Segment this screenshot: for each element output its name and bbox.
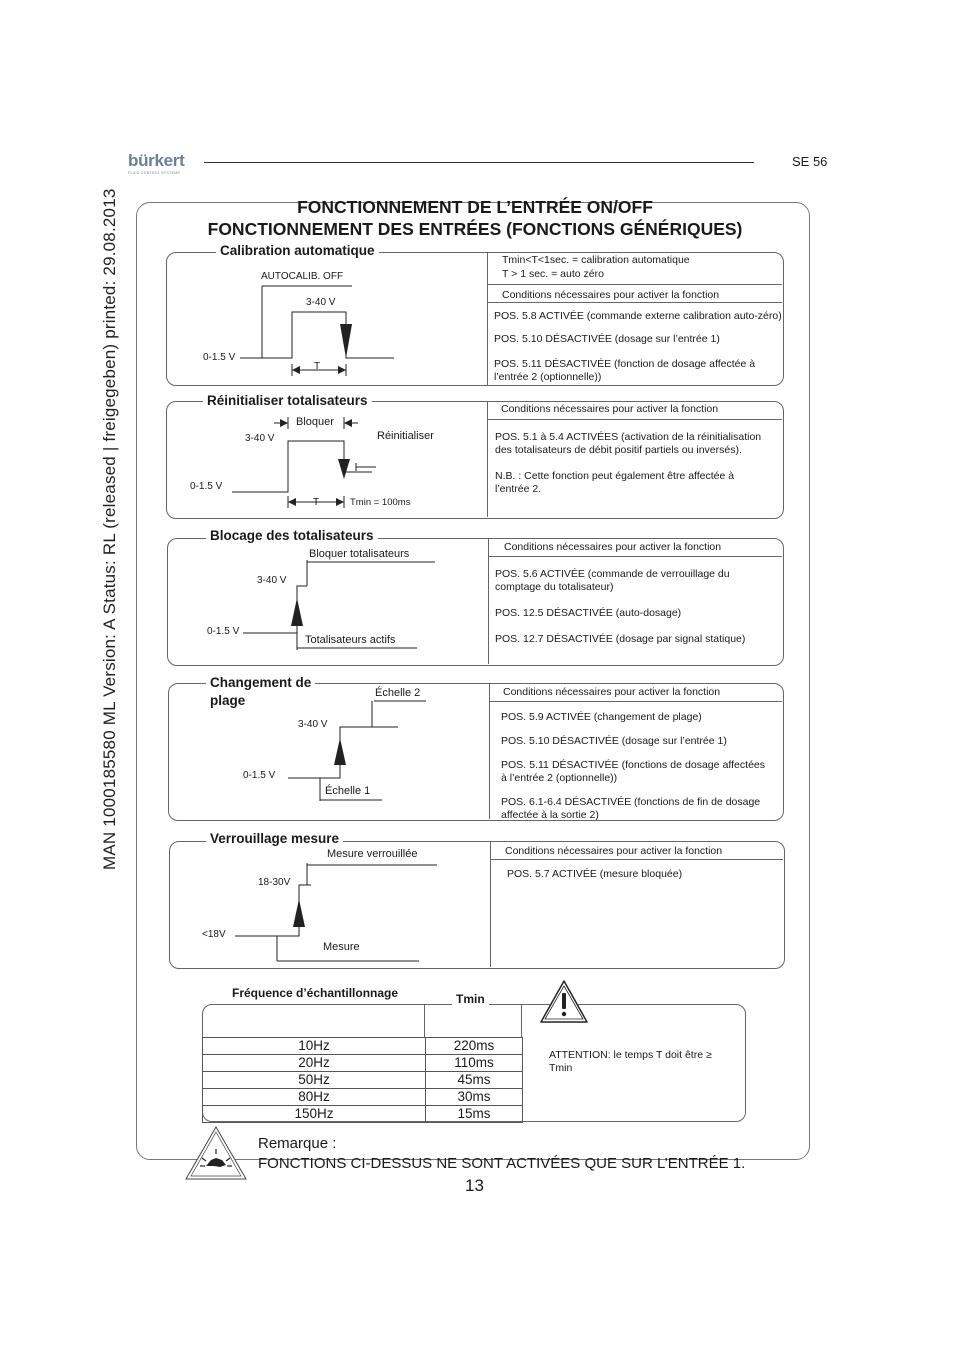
measure-lock-condition-1: POS. 5.7 ACTIVÉE (mesure bloquée) <box>507 868 683 880</box>
range-low-level: 0-1.5 V <box>243 770 276 781</box>
remark-label: Remarque : <box>258 1135 337 1152</box>
tmin-cell: 30ms <box>426 1089 523 1106</box>
measure-low-level: <18V <box>202 929 226 940</box>
reset-condition-1: POS. 5.1 à 5.4 ACTIVÉES (activation de la réinitialisation des totalisateurs de débit positif partiels ou inversés). <box>495 431 762 456</box>
table-row <box>203 1072 523 1089</box>
page-number: 13 <box>465 1176 484 1195</box>
conditions-separator <box>488 556 782 557</box>
range-change-title-line2: plage <box>210 693 246 708</box>
logo-wordmark: bürkert <box>128 151 185 170</box>
logo-tagline: FLUID CONTROL SYSTEMS <box>128 171 181 175</box>
table-row <box>203 1055 523 1072</box>
conditions-separator <box>489 701 782 702</box>
tmin-cell: 15ms <box>426 1106 523 1123</box>
document-status-stamp: MAN 1000185580 ML Version: A Status: RL (released | freigegeben) printed: 29.08.2013 <box>100 188 119 870</box>
calibration-condition-3: POS. 5.11 DÉSACTIVÉE (fonction de dosage affectée à l’entrée 2 (optionnelle)) <box>494 358 756 383</box>
range-condition-3: POS. 5.11 DÉSACTIVÉE (fonctions de dosage affectées à l’entrée 2 (optionnelle)) <box>501 759 765 784</box>
range-conditions-head: Conditions nécessaires pour activer la fonction <box>503 686 721 698</box>
reset-condition-2: N.B. : Cette fonction peut également être affectée à l’entrée 2. <box>495 470 735 495</box>
reset-title: Réinitialiser totalisateurs <box>203 393 372 408</box>
table-row <box>203 1089 523 1106</box>
block-label: Bloquer <box>296 416 334 428</box>
reset-conditions-head: Conditions nécessaires pour activer la fonction <box>501 403 719 415</box>
blocking-high-level: 3-40 V <box>257 575 287 586</box>
calibration-condition-2: POS. 5.10 DÉSACTIVÉE (dosage sur l’entrée 1) <box>494 333 720 345</box>
measure-lock-title: Verrouillage mesure <box>206 831 343 846</box>
calibration-title: Calibration automatique <box>216 243 379 258</box>
remark-text: FONCTIONS CI-DESSUS NE SONT ACTIVÉES QUE SUR L’ENTRÉE 1. <box>258 1155 746 1172</box>
measure-locked-label: Mesure verrouillée <box>327 848 418 860</box>
calibration-note-2: T > 1 sec. = auto zéro <box>502 268 604 280</box>
measure-label: Mesure <box>323 941 360 953</box>
block-totalizer-label: Bloquer totalisateurs <box>309 548 410 560</box>
tmin-cell: 220ms <box>426 1038 523 1055</box>
range-change-title-line1: Changement de <box>210 675 312 690</box>
range-condition-4: POS. 6.1-6.4 DÉSACTIVÉE (fonctions de fin de dosage affectée à la sortie 2) <box>501 796 761 821</box>
page-title-line2: FONCTIONNEMENT DES ENTRÉES (FONCTIONS GÉNÉRIQUES) <box>207 219 743 239</box>
freq-cell: 20Hz <box>203 1055 426 1072</box>
calibration-conditions-head: Conditions nécessaires pour activer la fonction <box>502 289 720 301</box>
reset-low-level: 0-1.5 V <box>190 481 223 492</box>
measure-lock-conditions-head: Conditions nécessaires pour activer la fonction <box>505 845 723 857</box>
freq-column-head: Fréquence d’échantillonnage <box>232 986 422 1001</box>
calibration-condition-1: POS. 5.8 ACTIVÉE (commande externe calibration auto-zéro) <box>494 310 782 322</box>
conditions-separator <box>490 859 783 860</box>
blocking-condition-2: POS. 12.5 DÉSACTIVÉE (auto-dosage) <box>495 607 682 619</box>
scale1-label: Échelle 1 <box>325 785 371 797</box>
range-condition-2: POS. 5.10 DÉSACTIVÉE (dosage sur l’entrée 1) <box>501 735 727 747</box>
calibration-note-1: Tmin<T<1sec. = calibration automatique <box>502 254 690 266</box>
blocking-conditions-head: Conditions nécessaires pour activer la fonction <box>504 541 722 553</box>
reset-t-label: T <box>313 497 320 508</box>
page-code: SE 56 <box>792 154 828 169</box>
info-hand-icon <box>184 1125 248 1181</box>
burkert-logo <box>128 152 194 175</box>
table-head-divider <box>521 1005 522 1037</box>
blocking-low-level: 0-1.5 V <box>207 626 240 637</box>
note-separator <box>487 284 782 285</box>
table-head-divider <box>424 1005 425 1037</box>
blocking-condition-3: POS. 12.7 DÉSACTIVÉE (dosage par signal statique) <box>495 633 746 645</box>
frequency-table <box>202 1037 523 1123</box>
reinit-label: Réinitialiser <box>377 430 434 442</box>
tmin-cell: 110ms <box>426 1055 523 1072</box>
calibration-high-level: 3-40 V <box>306 297 336 308</box>
warning-icon <box>538 978 590 1026</box>
scale2-label: Échelle 2 <box>375 687 421 699</box>
table-row <box>203 1106 523 1123</box>
range-condition-1: POS. 5.9 ACTIVÉE (changement de plage) <box>501 711 702 723</box>
panel-divider <box>487 252 488 385</box>
conditions-separator <box>487 302 782 303</box>
tmin-cell: 45ms <box>426 1072 523 1089</box>
conditions-separator <box>487 419 782 420</box>
freq-cell: 80Hz <box>203 1089 426 1106</box>
reset-tmin-label: Tmin = 100ms <box>350 497 411 508</box>
freq-cell: 150Hz <box>203 1106 426 1123</box>
totalizer-active-label: Totalisateurs actifs <box>305 634 396 646</box>
panel-divider <box>489 683 490 819</box>
range-change-timing-diagram <box>168 683 488 819</box>
blocking-condition-1: POS. 5.6 ACTIVÉE (commande de verrouillage du comptage du totalisateur) <box>495 568 730 593</box>
calibration-t-label: T <box>314 361 321 372</box>
blocking-title: Blocage des totalisateurs <box>206 528 378 543</box>
attention-note: ATTENTION: le temps T doit être ≥ Tmin <box>549 1049 712 1074</box>
freq-cell: 10Hz <box>203 1038 426 1055</box>
header-rule <box>204 162 754 163</box>
tmin-column-head: Tmin <box>452 992 489 1006</box>
table-row <box>203 1038 523 1055</box>
measure-high-level: 18-30V <box>258 877 291 888</box>
freq-cell: 50Hz <box>203 1072 426 1089</box>
calibration-low-level: 0-1.5 V <box>203 352 236 363</box>
page-title-line1: FONCTIONNEMENT DE L’ENTRÉE ON/OFF <box>297 197 653 217</box>
reset-high-level: 3-40 V <box>245 433 275 444</box>
remark-block <box>258 1134 745 1174</box>
autocalib-label: AUTOCALIB. OFF <box>261 271 344 282</box>
range-high-level: 3-40 V <box>298 719 328 730</box>
